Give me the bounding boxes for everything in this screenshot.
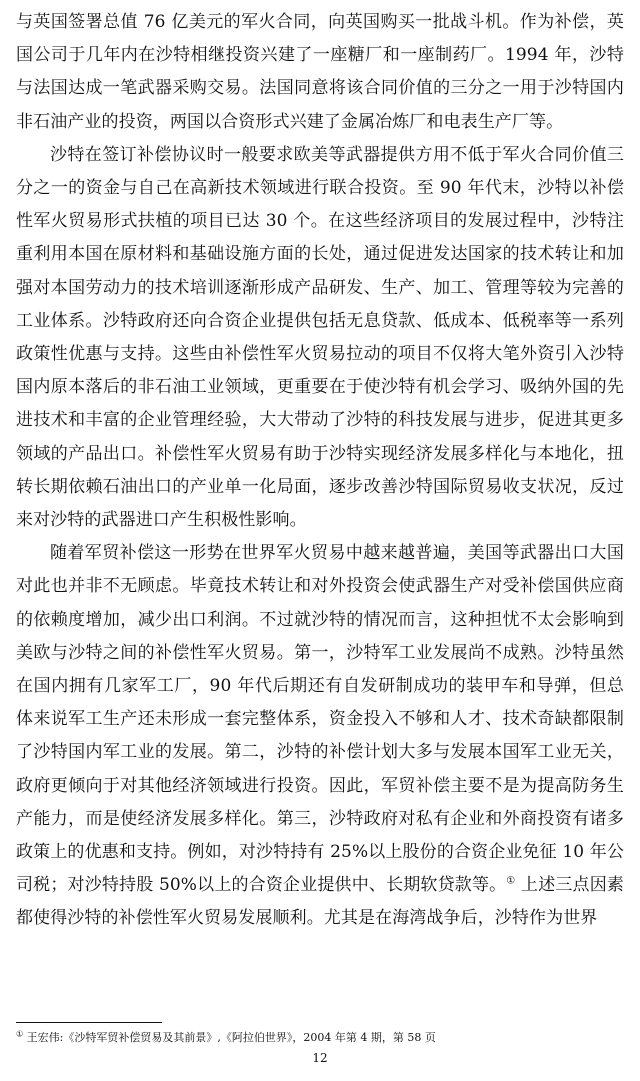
footnote-separator <box>16 1022 162 1023</box>
paragraph-3-continuation: 上述三点因素都使得沙特的补偿性军火贸易发展顺利。尤其是在海湾战争后，沙特作为世界 <box>16 875 624 929</box>
document-body <box>16 6 624 936</box>
paragraph-3-text: 随着军贸补偿这一形势在世界军火贸易中越来越普遍，美国等武器出口大国对此也并非不无顾虑。毕竟技术转让和对外投资会使武器生产对受补偿国供应商的依赖度增加，减少出口利润。不过就沙特的情况而言，这种担忧不太会影响到美欧与沙特之间的补偿性军火贸易。第一，沙特军工业发展尚不成熟。沙特虽然在国内拥有几家军工厂，90 年代后期还有自发研制成功的装甲车和导弹，但总体来说军工生产还未形成一套完整体系，资金投入不够和人才、技术奇缺都限制了沙特国内军工业的发展。第二，沙特的补偿计划大多与发展本国军工业无关，政府更倾向于对其他经济领域进行投资。因此，军贸补偿主要不是为提高防务生产能力，而是使经济发展多样化。第三，沙特政府对私有企业和外商投资有诸多政策上的优惠和支持。例如，对沙特持有 25%以上股份的合资企业免征 10 年公司税；对沙特持股 50%以上的合资企业提供中、长期软贷款等。 <box>16 543 624 896</box>
footnote-reference: ① <box>506 875 516 887</box>
page-number: 12 <box>312 1051 328 1065</box>
paragraph-3 <box>16 537 624 935</box>
paragraph-2: 沙特在签订补偿协议时一般要求欧美等武器提供方用不低于军火合同价值三分之一的资金与自己在高新技术领域进行联合投资。至 90 年代末，沙特以补偿性军火贸易形式扶植的项目已达 30 个。在这些经济项目的发展过程中，沙特注重利用本国在原材料和基础设施方面的长处，通过促进发达国家的技术转让和加强对本国劳动力的技术培训逐渐形成产品研发、生产、加工、管理等较为完善的工业体系。沙特政府还向合资企业提供包括无息贷款、低成本、低税率等一系列政策性优惠与支持。这些由补偿性军火贸易拉动的项目不仅将大笔外资引入沙特国内原本落后的非石油工业领域，更重要在于使沙特有机会学习、吸纳外国的先进技术和丰富的企业管理经验，大大带动了沙特的科技发展与进步，促进其更多领域的产品出口。补偿性军火贸易有助于沙特实现经济发展多样化与本地化，扭转长期依赖石油出口的产业单一化局面，逐步改善沙特国际贸易收支状况，反过来对沙特的武器进口产生积极性影响。 <box>16 144 624 531</box>
footnote <box>16 1030 624 1046</box>
paragraph-1: 与英国签署总值 76 亿美元的军火合同，向英国购买一批战斗机。作为补偿，英国公司于几年内在沙特相继投资兴建了一座糖厂和一座制药厂。1994 年，沙特与法国达成一笔武器采购交易。法国同意将该合同价值的三分之一用于沙特国内非石油产业的投资，两国以合资形式兴建了金属冶炼厂和电表生产厂等。 <box>16 12 624 132</box>
footnote-marker: ① <box>16 1029 24 1039</box>
footnote-text: 王宏伟:《沙特军贸补偿贸易及其前景》,《阿拉伯世界》，2004 年第 4 期，第 58 页 <box>23 1031 436 1044</box>
